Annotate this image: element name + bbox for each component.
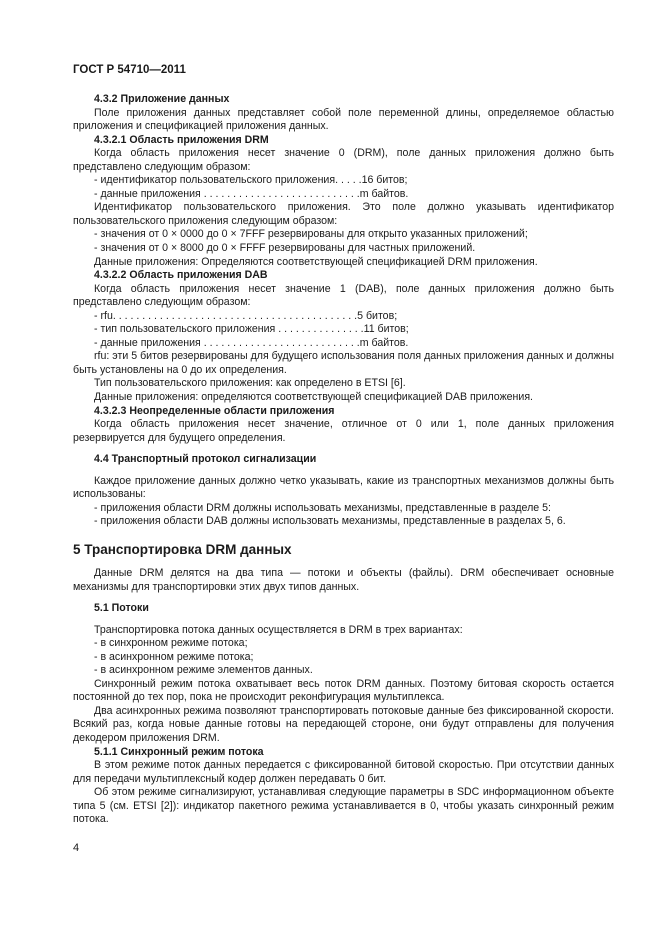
paragraph: Данные приложения: Определяются соответствующей спецификацией DRM приложения. [94, 255, 538, 268]
page-number: 4 [73, 842, 80, 854]
section-heading: 4.3.2 Приложение данных [94, 93, 230, 105]
chapter-heading: 5 Транспортировка DRM данных [73, 541, 292, 557]
list-item: - тип пользовательского приложения . . . . . . . . . . . . . . .11 битов; [94, 323, 409, 336]
list-item: - в асинхронном режиме потока; [94, 650, 254, 663]
paragraph: Данные приложения: определяются соответствующей спецификацией DAB приложения. [94, 391, 533, 404]
paragraph: Транспортировка потока данных осуществляется в DRM в трех вариантах: [94, 623, 463, 636]
section-heading: 4.3.2.3 Неопределенные области приложения [94, 404, 335, 417]
list-item: - данные приложения . . . . . . . . . . . . . . . . . . . . . . . . . . .m байтов. [94, 187, 409, 200]
paragraph: rfu: эти 5 битов резервированы для будущего использования поля данных приложения данных и должны быть установлены на 0 до их определения. [73, 350, 614, 376]
paragraph: Идентификатор пользовательского приложения. Это поле должно указывать идентификатор пользовательского приложения следующим образом: [73, 201, 614, 227]
list-item: - в асинхронном режиме элементов данных. [94, 664, 313, 677]
list-item: - rfu. . . . . . . . . . . . . . . . . . . . . . . . . . . . . . . . . . . . . . . . . .5 битов; [94, 309, 398, 322]
list-item: - в синхронном режиме потока; [94, 637, 248, 650]
list-item: - приложения области DRM должны использовать механизмы, представленные в разделе 5: [94, 501, 551, 514]
paragraph: Данные DRM делятся на два типа — потоки и объекты (файлы). DRM обеспечивает основные механизмы для транспортировки этих двух типов данных. [73, 566, 614, 593]
paragraph: В этом режиме поток данных передается с фиксированной битовой скоростью. При отсутствии данных для передачи мультиплексный кодер должен передавать 0 бит. [73, 759, 614, 785]
section-heading: 5.1.1 Синхронный режим потока [94, 745, 264, 758]
list-item: - значения от 0 × 8000 до 0 × FFFF резервированы для частных приложений. [94, 242, 476, 255]
list-item: - идентификатор пользовательского приложения. . . . .16 битов; [94, 174, 408, 187]
section-heading: 4.3.2.1 Область приложения DRM [94, 133, 269, 146]
list-item: - приложения области DAB должны использовать механизмы, представленные в разделах 5, 6. [94, 515, 566, 528]
document-body [73, 93, 614, 827]
paragraph: Когда область приложения несет значение 1 (DAB), поле данных приложения должно быть представлено следующим образом: [73, 282, 614, 309]
paragraph: Поле приложения данных представляет собой поле переменной длины, определяемое областью приложения и спецификацией приложения данных. [73, 106, 614, 133]
section-heading: 4.4 Транспортный протокол сигнализации [94, 453, 317, 466]
paragraph: Когда область приложения несет значение 0 (DRM), поле данных приложения должно быть представлено следующим образом: [73, 147, 614, 173]
section-heading: 5.1 Потоки [94, 602, 149, 615]
paragraph: Каждое приложение данных должно четко указывать, какие из транспортных механизмов должны быть использованы: [73, 474, 614, 501]
paragraph: Когда область приложения несет значение, отличное от 0 или 1, поле данных приложения резервируется для будущего определения. [73, 418, 614, 444]
paragraph: Два асинхронных режима позволяют транспортировать потоковые данные без фиксированной скорости. Всякий раз, когда новые данные готовы на передающей стороне, они будут отправлены для получения декодером приложения DRM. [73, 704, 614, 744]
paragraph: Об этом режиме сигнализируют, устанавливая следующие параметры в SDC информационном объекте типа 5 (см. ETSI [2]): индикатор пакетного режима устанавливается в 0, чтобы указать синхронный режим потока. [73, 786, 614, 826]
document-header: ГОСТ Р 54710—2011 [73, 64, 186, 76]
paragraph: Тип пользовательского приложения: как определено в ETSI [6]. [94, 377, 406, 390]
section-heading: 4.3.2.2 Область приложения DAB [94, 269, 268, 282]
list-item: - значения от 0 × 0000 до 0 × 7FFF резервированы для открыто указанных приложений; [94, 228, 528, 241]
list-item: - данные приложения . . . . . . . . . . . . . . . . . . . . . . . . . . .m байтов. [94, 336, 409, 349]
paragraph: Синхронный режим потока охватывает весь поток DRM данных. Поэтому битовая скорость остается постоянной до тех пор, пока не происходит реконфигурация мультиплекса. [73, 677, 614, 704]
